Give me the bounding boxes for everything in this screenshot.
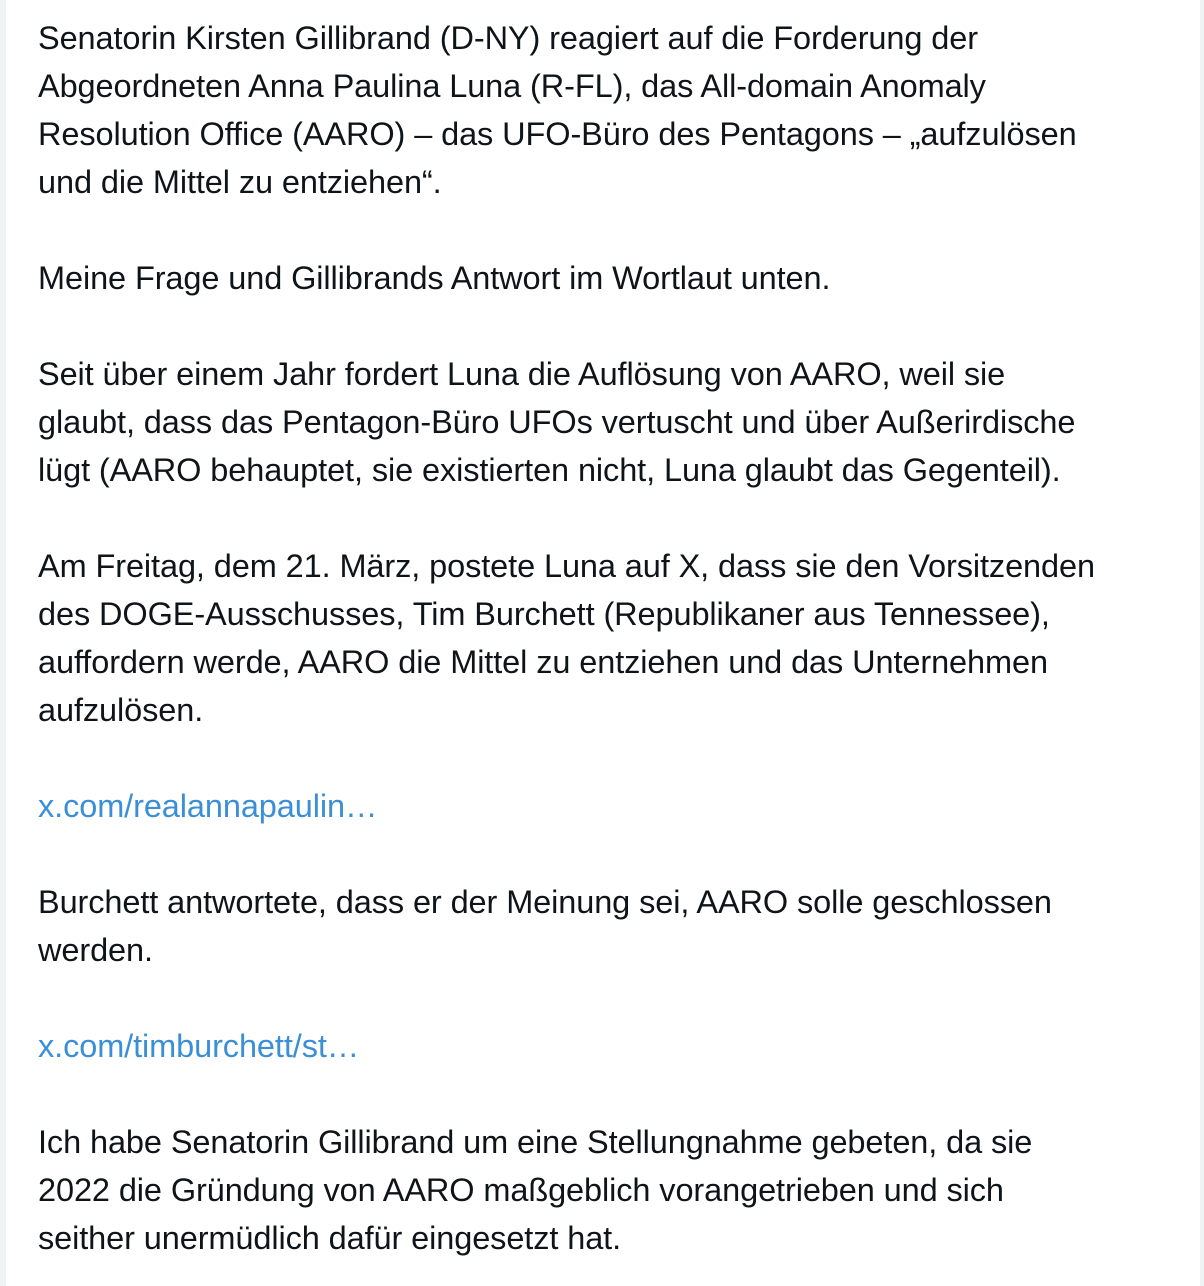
link-realannapaulina[interactable]: x.com/realannapaulin… xyxy=(38,788,378,824)
paragraph-background xyxy=(38,350,1188,494)
paragraph-intro xyxy=(38,14,1188,206)
text-line: Resolution Office (AARO) – das UFO-Büro des Pentagons – „aufzulösen xyxy=(38,116,1077,152)
link-timburchett[interactable]: x.com/timburchett/st… xyxy=(38,1028,360,1064)
text-line: Abgeordneten Anna Paulina Luna (R-FL), das All-domain Anomaly xyxy=(38,68,986,104)
paragraph-closing xyxy=(38,1118,1188,1262)
text-line: seither unermüdlich dafür eingesetzt hat. xyxy=(38,1220,622,1256)
text-line: Ich habe Senatorin Gillibrand um eine Stellungnahme gebeten, da sie xyxy=(38,1124,1033,1160)
paragraph-question xyxy=(38,254,1188,302)
text-line: Meine Frage und Gillibrands Antwort im Wortlaut unten. xyxy=(38,260,831,296)
paragraph-link-burchett xyxy=(38,1022,1188,1070)
text-line: 2022 die Gründung von AARO maßgeblich vorangetrieben und sich xyxy=(38,1172,1004,1208)
text-line: Am Freitag, dem 21. März, postete Luna auf X, dass sie den Vorsitzenden xyxy=(38,548,1095,584)
text-line: werden. xyxy=(38,932,153,968)
text-line: Burchett antwortete, dass er der Meinung sei, AARO solle geschlossen xyxy=(38,884,1052,920)
text-line: und die Mittel zu entziehen“. xyxy=(38,164,442,200)
text-line: lügt (AARO behauptet, sie existierten nicht, Luna glaubt das Gegenteil). xyxy=(38,452,1061,488)
paragraph-burchett xyxy=(38,878,1188,974)
text-line: glaubt, dass das Pentagon-Büro UFOs vertuscht und über Außerirdische xyxy=(38,404,1076,440)
paragraph-link-luna xyxy=(38,782,1188,830)
text-line: Seit über einem Jahr fordert Luna die Auflösung von AARO, weil sie xyxy=(38,356,1006,392)
text-line: aufzulösen. xyxy=(38,692,204,728)
paragraph-friday xyxy=(38,542,1188,734)
tweet-text xyxy=(38,14,1188,1262)
text-line: des DOGE-Ausschusses, Tim Burchett (Republikaner aus Tennessee), xyxy=(38,596,1050,632)
text-line: Senatorin Kirsten Gillibrand (D-NY) reagiert auf die Forderung der xyxy=(38,20,978,56)
text-line: auffordern werde, AARO die Mittel zu entziehen und das Unternehmen xyxy=(38,644,1048,680)
